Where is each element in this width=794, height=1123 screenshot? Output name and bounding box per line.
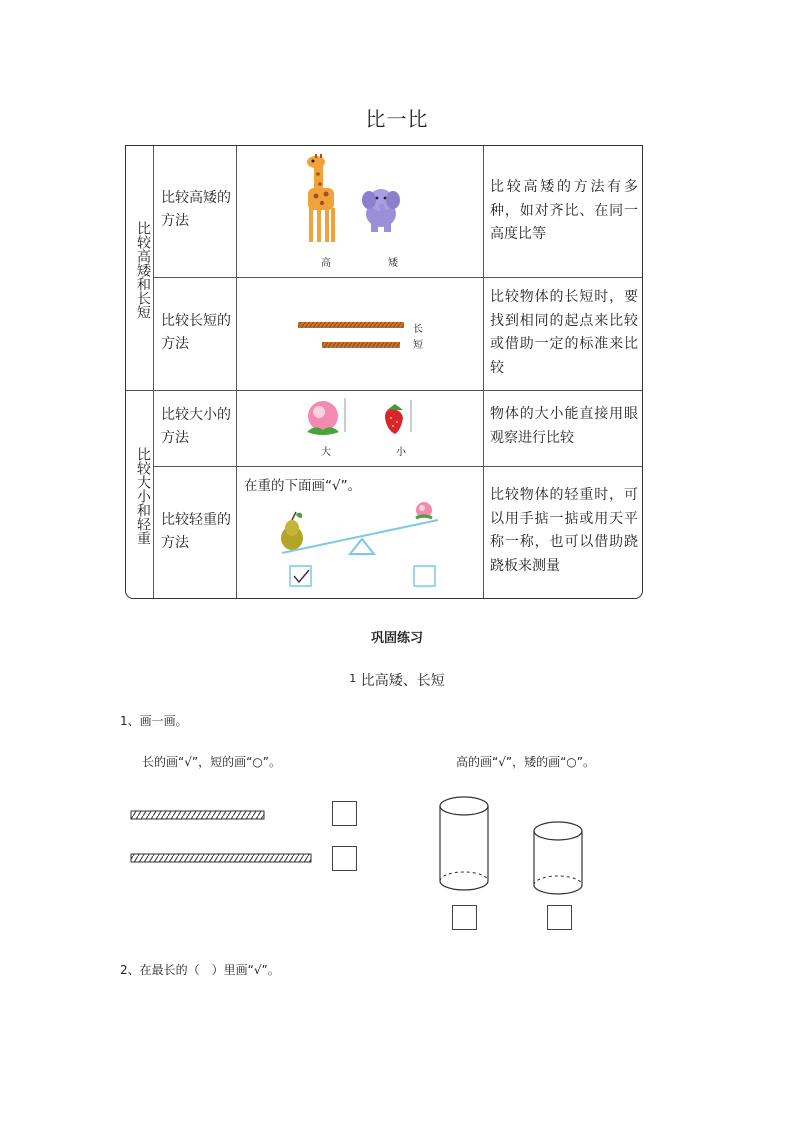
long-stick [298, 322, 404, 328]
hatched-bars [128, 808, 318, 868]
seesaw-fulcrum [350, 539, 374, 554]
seesaw-illustration [276, 498, 446, 588]
seesaw-plank [282, 520, 438, 553]
answer-box-bar-1[interactable] [332, 801, 357, 826]
table-divider [153, 466, 642, 467]
answer-box-heavy[interactable] [290, 566, 311, 586]
question-1-label: 1、画一画。 [120, 714, 188, 728]
answer-box-light[interactable] [414, 566, 435, 586]
answer-box-cylinder-2[interactable] [547, 905, 572, 930]
section-title [0, 670, 794, 690]
elephant-icon [362, 189, 400, 232]
question-2-label: 2、在最长的（ ）里画“√”。 [120, 963, 280, 977]
check-mark-icon [294, 570, 309, 582]
desc-weight: 比较物体的轻重时，可以用手掂一掂或用天平称一称，也可以借助跷跷板来测量 [490, 487, 638, 574]
category-height-length: 比较高矮和长短 [135, 221, 151, 319]
desc-height: 比较高矮的方法有多种，如对齐比、在同一高度比等 [490, 179, 638, 242]
comparison-table [125, 145, 643, 599]
short-stick [322, 342, 400, 348]
peach-icon [416, 502, 432, 518]
answer-box-bar-2[interactable] [332, 846, 357, 871]
label-long: 长 [413, 324, 423, 335]
long-bar [131, 854, 311, 862]
desc-length: 比较物体的长短时，要找到相同的起点来比较或借助一定的标准来比较 [490, 289, 638, 376]
label-short-length: 短 [413, 340, 423, 351]
tall-cylinder [440, 797, 488, 890]
section-number: 1 [349, 672, 357, 685]
answer-box-cylinder-1[interactable] [452, 905, 477, 930]
sticks-illustration [296, 318, 408, 352]
label-tall: 高 [321, 258, 331, 269]
table-divider [153, 146, 154, 598]
desc-size: 物体的大小能直接用眼观察进行比较 [490, 406, 638, 446]
method-length: 比较长短的方法 [161, 313, 231, 352]
fruit-size-illustration [301, 396, 423, 446]
label-small: 小 [396, 447, 406, 458]
cylinders-illustration [436, 795, 586, 895]
table-divider [153, 277, 642, 278]
peach-icon [307, 398, 345, 435]
strawberry-icon [385, 400, 411, 434]
giraffe-icon [307, 154, 335, 242]
practice-heading: 巩固练习 [370, 631, 423, 646]
pear-icon [281, 512, 303, 550]
method-weight: 比较轻重的方法 [161, 512, 231, 551]
table-divider [126, 390, 642, 391]
q1-left-instruction: 长的画“√”，短的画“○”。 [142, 755, 281, 769]
short-cylinder [534, 822, 582, 894]
category-size-weight: 比较大小和轻重 [135, 447, 151, 545]
label-big: 大 [321, 447, 331, 458]
q1-right-instruction: 高的画“√”，矮的画“○”。 [456, 755, 595, 769]
method-size: 比较大小的方法 [161, 407, 231, 446]
page-title: 比一比 [365, 107, 429, 131]
section-title-text: 比高矮、长短 [360, 673, 445, 689]
table-divider [236, 146, 237, 598]
table-divider [483, 146, 484, 598]
label-short-height: 矮 [388, 258, 398, 269]
short-bar [131, 811, 264, 819]
method-height: 比较高矮的方法 [161, 190, 231, 229]
weight-instruction: 在重的下面画“√”。 [244, 478, 362, 494]
giraffe-elephant-illustration [296, 154, 406, 254]
